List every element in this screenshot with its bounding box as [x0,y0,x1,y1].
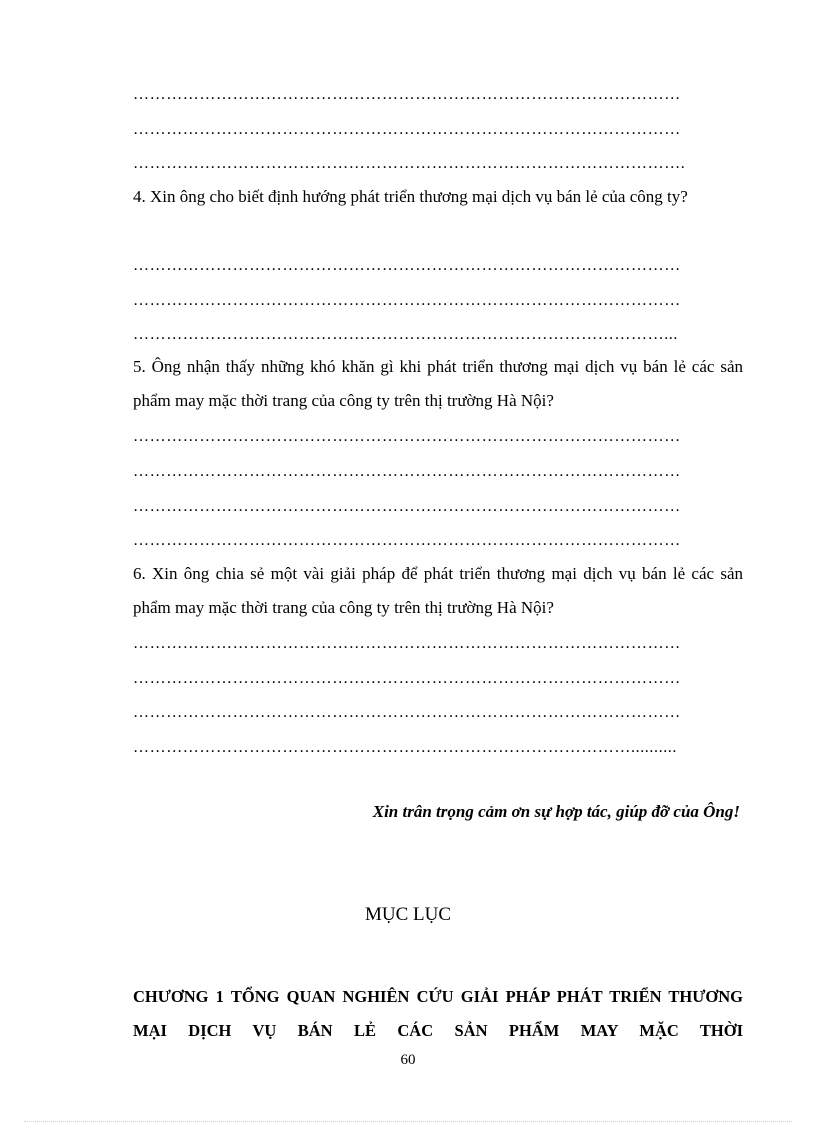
answer-line: ……………………………………………………………………………………… [133,121,681,138]
answer-line: ……………………………………………………………………………………… [133,670,681,687]
answer-line: ……………………………………………………………………………………… [133,257,681,274]
answer-line: ……………………………………………………………………………………… [133,498,681,515]
page-number: 60 [400,1052,416,1068]
question-5: 5. Ông nhận thấy những khó khăn gì khi phát triển thương mại dịch vụ bán lẻ các sản phẩm may mặc thời trang của công ty trên thị trường Hà Nội? [133,357,743,410]
question-4: 4. Xin ông cho biết định hướng phát triển thương mại dịch vụ bán lẻ của công ty? [133,187,688,206]
answer-line: ……………………………………………………………………………………… [133,292,681,309]
answer-line: ……………………………………………………………………………………… [133,704,681,721]
toc-title: MỤC LỤC [364,904,452,925]
question-6: 6. Xin ông chia sẻ một vài giải pháp để phát triển thương mại dịch vụ bán lẻ các sản phẩm may mặc thời trang của công ty trên thị trường Hà Nội? [133,564,743,617]
answer-line: ………………………………………………………………………………………. [133,155,686,172]
answer-line: ……………………………………………………………………………………… [133,463,681,480]
answer-line: ……………………………………………………………………………….......... [133,739,677,756]
answer-line: ……………………………………………………………………………………... [133,326,678,343]
answer-line: ……………………………………………………………………………………… [133,532,681,549]
answer-line: ……………………………………………………………………………………… [133,86,681,103]
answer-line: ……………………………………………………………………………………… [133,635,681,652]
chapter-heading: CHƯƠNG 1 TỔNG QUAN NGHIÊN CỨU GIẢI PHÁP PHÁT TRIỂN THƯƠNG MẠI DỊCH VỤ BÁN LẺ CÁC SẢN PHẨM MAY MẶC THỜI [133,987,743,1040]
answer-line: ……………………………………………………………………………………… [133,428,681,445]
page-bottom-divider [24,1121,792,1122]
thank-you-note: Xin trân trọng cảm ơn sự hợp tác, giúp đỡ của Ông! [372,802,740,821]
